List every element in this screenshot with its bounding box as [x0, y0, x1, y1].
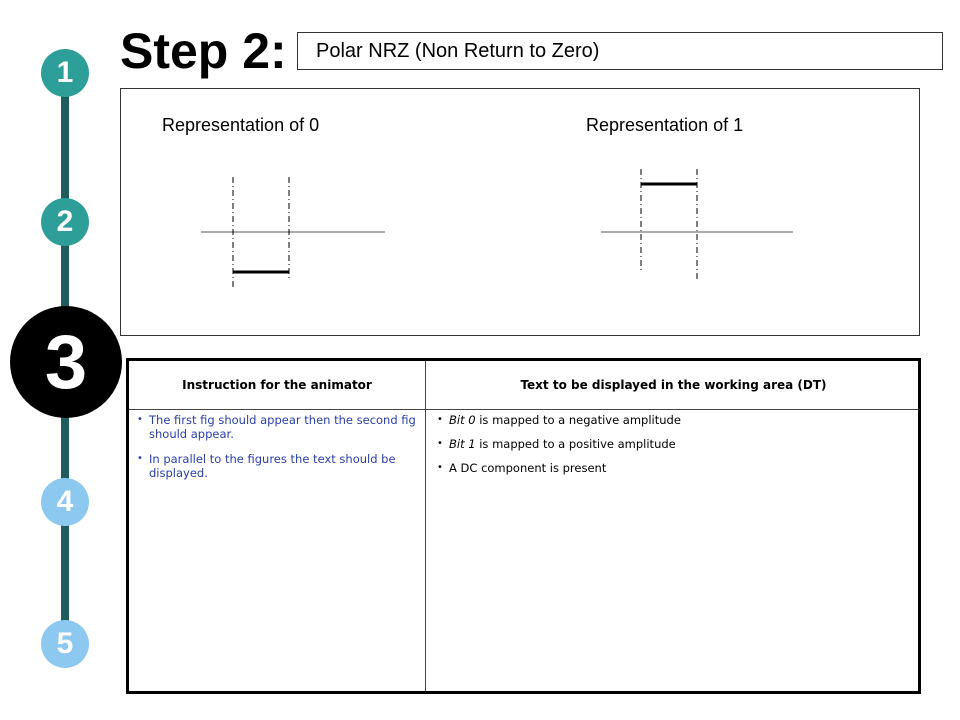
dc-component-text: A DC component is present — [449, 461, 607, 475]
instruction-table — [126, 358, 921, 694]
display-text-cell — [437, 413, 907, 485]
header-display-text: Text to be displayed in the working area (DT) — [520, 378, 827, 392]
step-2-indicator[interactable]: 2 — [41, 198, 89, 246]
step-subtitle: Polar NRZ (Non Return to Zero) — [297, 32, 943, 70]
step-1-indicator[interactable]: 1 — [41, 49, 89, 97]
bit-zero-waveform — [201, 177, 385, 289]
step-5-indicator[interactable]: 5 — [41, 620, 89, 668]
bit-label: Bit 1 — [449, 437, 476, 451]
column-divider — [425, 361, 426, 691]
step-title: Step 2: — [120, 23, 287, 79]
display-text-item — [437, 437, 907, 451]
instruction-item: • The first fig should appear then the second fig should appear. — [137, 413, 417, 441]
figure-panel — [120, 88, 920, 336]
step-4-indicator[interactable]: 4 — [41, 478, 89, 526]
header-animator-instruction: Instruction for the animator — [182, 378, 372, 392]
header-divider — [129, 409, 918, 410]
display-text-item — [437, 413, 907, 427]
label-representation-of-0: Representation of 0 — [162, 115, 320, 135]
bit-label: Bit 0 — [449, 413, 476, 427]
bit-description: is mapped to a positive amplitude — [475, 437, 676, 451]
nrz-waveform-diagram — [121, 89, 919, 335]
bit-one-waveform — [601, 169, 793, 281]
display-text-item — [437, 461, 907, 475]
instruction-item: • In parallel to the figures the text should be displayed. — [137, 452, 417, 480]
animator-instructions-cell — [137, 413, 417, 491]
label-representation-of-1: Representation of 1 — [586, 115, 744, 135]
step-3-indicator-current[interactable]: 3 — [10, 306, 122, 418]
bit-description: is mapped to a negative amplitude — [475, 413, 681, 427]
